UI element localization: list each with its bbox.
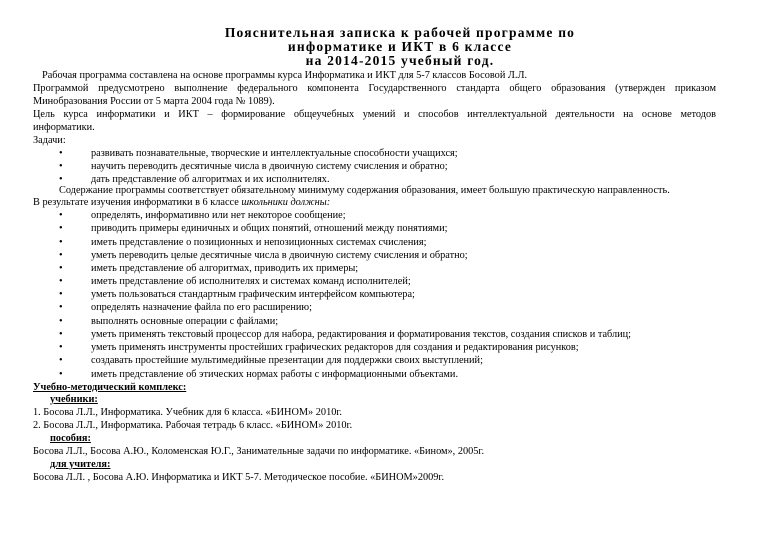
intro-paragraph-3-line-2: информатики. <box>33 122 95 133</box>
manuals-label: пособия: <box>50 433 91 444</box>
teacher-item: Босова Л.Л. , Босова А.Ю. Информатика и ИКТ 5-7. Методическое пособие. «БИНОМ»2009г. <box>33 472 445 483</box>
teacher-label: для учителя: <box>50 459 111 470</box>
intro-paragraph-3-line-1: Цель курса информатики и ИКТ – формирование общеучебных умений и способов интеллектуальной деятельности на основе методов <box>33 109 716 120</box>
textbook-item: 2. Босова Л.Л., Информатика. Рабочая тетрадь 6 класс. «БИНОМ» 2010г. <box>33 420 353 431</box>
manuals-item: Босова Л.Л., Босова А.Ю., Коломенская Ю.Г., Занимательные задачи по информатике. «Бином», 2005г. <box>33 446 485 457</box>
list-item: • дать представление об алгоритмах и их исполнителях. <box>59 174 330 185</box>
intro-paragraph-2-line-1: Программой предусмотрено выполнение федерального компонента Государственного стандарта общего образования (утвержден приказом <box>33 83 716 94</box>
results-intro: В результате изучения информатики в 6 классе школьники должны: <box>33 197 331 208</box>
intro-paragraph-1: Рабочая программа составлена на основе программы курса Информатика и ИКТ для 5-7 классов Босовой Л.Л. <box>42 70 528 81</box>
document-title <box>150 26 650 68</box>
list-item: • определять, информативно или нет некоторое сообщение; <box>59 210 346 221</box>
intro-paragraph-2-line-2: Минобразования России от 5 марта 2004 года № 1089). <box>33 96 275 107</box>
list-item: • иметь представление о позиционных и непозиционных системах счисления; <box>59 237 427 248</box>
list-item: • развивать познавательные, творческие и интеллектуальные способности учащихся; <box>59 148 458 159</box>
list-item: • создавать простейшие мультимедийные презентации для поддержки своих выступлений; <box>59 355 483 366</box>
tasks-label: Задачи: <box>33 135 66 146</box>
list-item: • иметь представление об исполнителях и системах команд исполнителей; <box>59 276 411 287</box>
list-item: • приводить примеры единичных и общих понятий, отношений между понятиями; <box>59 223 448 234</box>
textbook-item: 1. Босова Л.Л., Информатика. Учебник для 6 класса. «БИНОМ» 2010г. <box>33 407 343 418</box>
title-line-3: на 2014-2015 учебный год. <box>305 53 495 68</box>
list-item: • иметь представление об алгоритмах, приводить их примеры; <box>59 263 359 274</box>
list-item: • иметь представление об этических нормах работы с информационными объектами. <box>59 369 459 380</box>
list-item: • уметь переводить целые десятичные числа в двоичную систему счисления и обратно; <box>59 250 468 261</box>
list-item: • уметь пользоваться стандартным графическим интерфейсом компьютера; <box>59 289 415 300</box>
list-item: • определять назначение файла по его расширению; <box>59 302 312 313</box>
list-item: • уметь применять инструменты простейших графических редакторов для создания и редактирования рисунков; <box>59 342 579 353</box>
list-item: • выполнять основные операции с файлами; <box>59 316 279 327</box>
list-item: • уметь применять текстовый процессор для набора, редактирования и форматирования текстов, создания списков и таблиц; <box>59 329 632 340</box>
textbooks-label: учебники: <box>50 394 98 405</box>
title-line-2: информатике и ИКТ в 6 классе <box>287 39 513 54</box>
title-line-1: Пояснительная записка к рабочей программе по <box>224 25 576 40</box>
content-sentence: Содержание программы соответствует обязательному минимуму содержания образования, имеет большую практическую направленность. <box>59 185 670 196</box>
complex-heading: Учебно-методический комплекс: <box>33 382 187 393</box>
list-item: • научить переводить десятичные числа в двоичную систему счисления и обратно; <box>59 161 448 172</box>
